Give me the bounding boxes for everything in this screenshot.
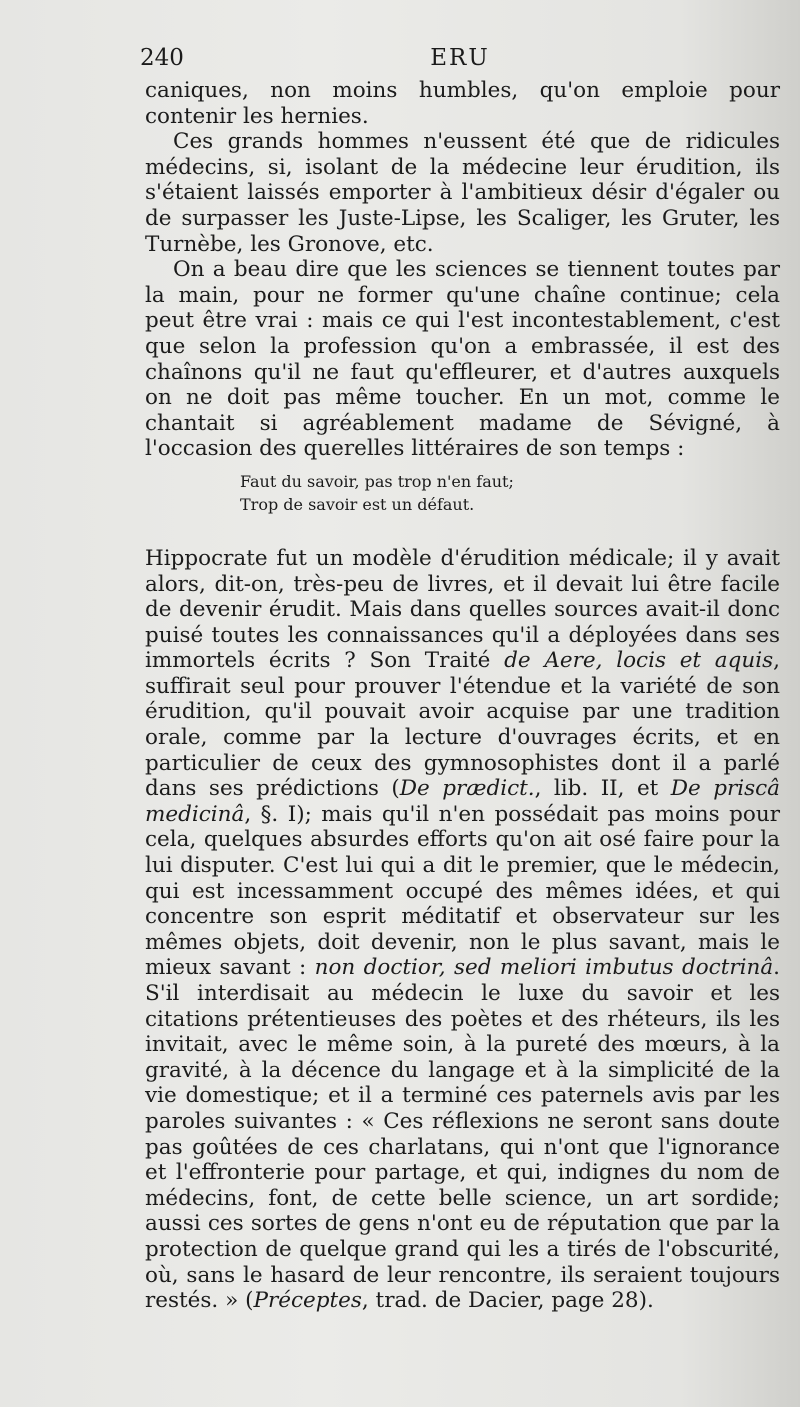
verse-line-1: Faut du savoir, pas trop n'en faut; bbox=[240, 471, 514, 491]
verse-quote bbox=[240, 470, 780, 516]
paragraph-grands-hommes: Ces grands hommes n'eussent été que de ridicules médecins, si, isolant de la médecine leur érudition, ils s'étaient laissés emporter à l'ambitieux désir d'égaler ou de surpasser les Juste-Lipse, les Scaliger, les Gruter, les Turnèbe, les Gronove, etc. bbox=[145, 129, 780, 257]
italic-title-de-praedict: De prædict. bbox=[399, 776, 535, 802]
text-run: , §. I); mais qu'il n'en possédait pas moins pour cela, quelques absurdes efforts qu'on ait osé faire pour la lui disputer. C'est lui qui a dit le premier, que le médecin, qui est incessamment occupé des mêmes idées, et qui concentre son esprit méditatif et observateur sur les mêmes objets, doit devenir, non le plus savant, mais le mieux savant : bbox=[145, 801, 780, 981]
italic-title-de-prisca: De priscâ medicinâ bbox=[145, 776, 781, 827]
text-run: , lib. II, et bbox=[534, 776, 671, 802]
verse-line-2: Trop de savoir est un défaut. bbox=[240, 494, 475, 514]
body-text bbox=[145, 78, 780, 1314]
paragraph-continuation: caniques, non moins humbles, qu'on emploie pour contenir les hernies. bbox=[145, 78, 780, 129]
page-number: 240 bbox=[140, 45, 184, 71]
text-run: , suffirait seul pour prouver l'étendue et la variété de son érudition, qu'il pouvait avoir acquise par une tradition orale, comme par la lecture d'ouvrages écrits, et en particulier de ceux des gymnosophistes dont il a parlé dans ses prédictions ( bbox=[145, 648, 780, 802]
page-header bbox=[140, 45, 780, 75]
paragraph-hippocrate bbox=[145, 546, 780, 1314]
text-run: . S'il interdisait au médecin le luxe du savoir et les citations prétentieuses des poètes et des rhéteurs, ils les invitait, avec le même soin, à la pureté des mœurs, à la gravité, à la décence du langage et à la simplicité de la vie domestique; et il a terminé ces paternels avis par les paroles suivantes : « Ces réflexions ne seront sans doute pas goûtées de ces charlatans, qui n'ont que l'ignorance et l'effronterie pour partage, et qui, indignes du nom de médecins, font, de cette belle science, un art sordide; aussi ces sortes de gens n'ont eu de réputation que par la protection de quelque grand qui les a tirés de l'obscurité, où, sans le hasard de leur rencontre, ils seraient toujours restés. » ( bbox=[145, 955, 780, 1314]
text-run: Hippocrate fut un modèle d'érudition médicale; il y avait alors, dit-on, très-peu de livres, et il devait lui être facile de devenir érudit. Mais dans quelles sources avait-il donc puisé toutes les connaissances qu'il a déployées dans ses immortels écrits ? Son Traité bbox=[145, 545, 780, 674]
paragraph-sciences: On a beau dire que les sciences se tiennent toutes par la main, pour ne former qu'une chaîne continue; cela peut être vrai : mais ce qui l'est incontestablement, c'est que selon la profession qu'on a embrassée, il est des chaînons qu'il ne faut qu'effleurer, et d'autres auxquels on ne doit pas même toucher. En un mot, comme le chantait si agréablement madame de Sévigné, à l'occasion des querelles littéraires de son temps : bbox=[145, 257, 780, 462]
text-run: , trad. de Dacier, page 28). bbox=[361, 1288, 654, 1314]
running-head: ERU bbox=[430, 45, 490, 71]
italic-title-de-aere: de Aere, locis et aquis bbox=[504, 648, 774, 674]
italic-latin-quote: non doctior, sed meliori imbutus doctrinâ bbox=[314, 955, 774, 981]
italic-title-preceptes: Préceptes bbox=[253, 1288, 362, 1314]
